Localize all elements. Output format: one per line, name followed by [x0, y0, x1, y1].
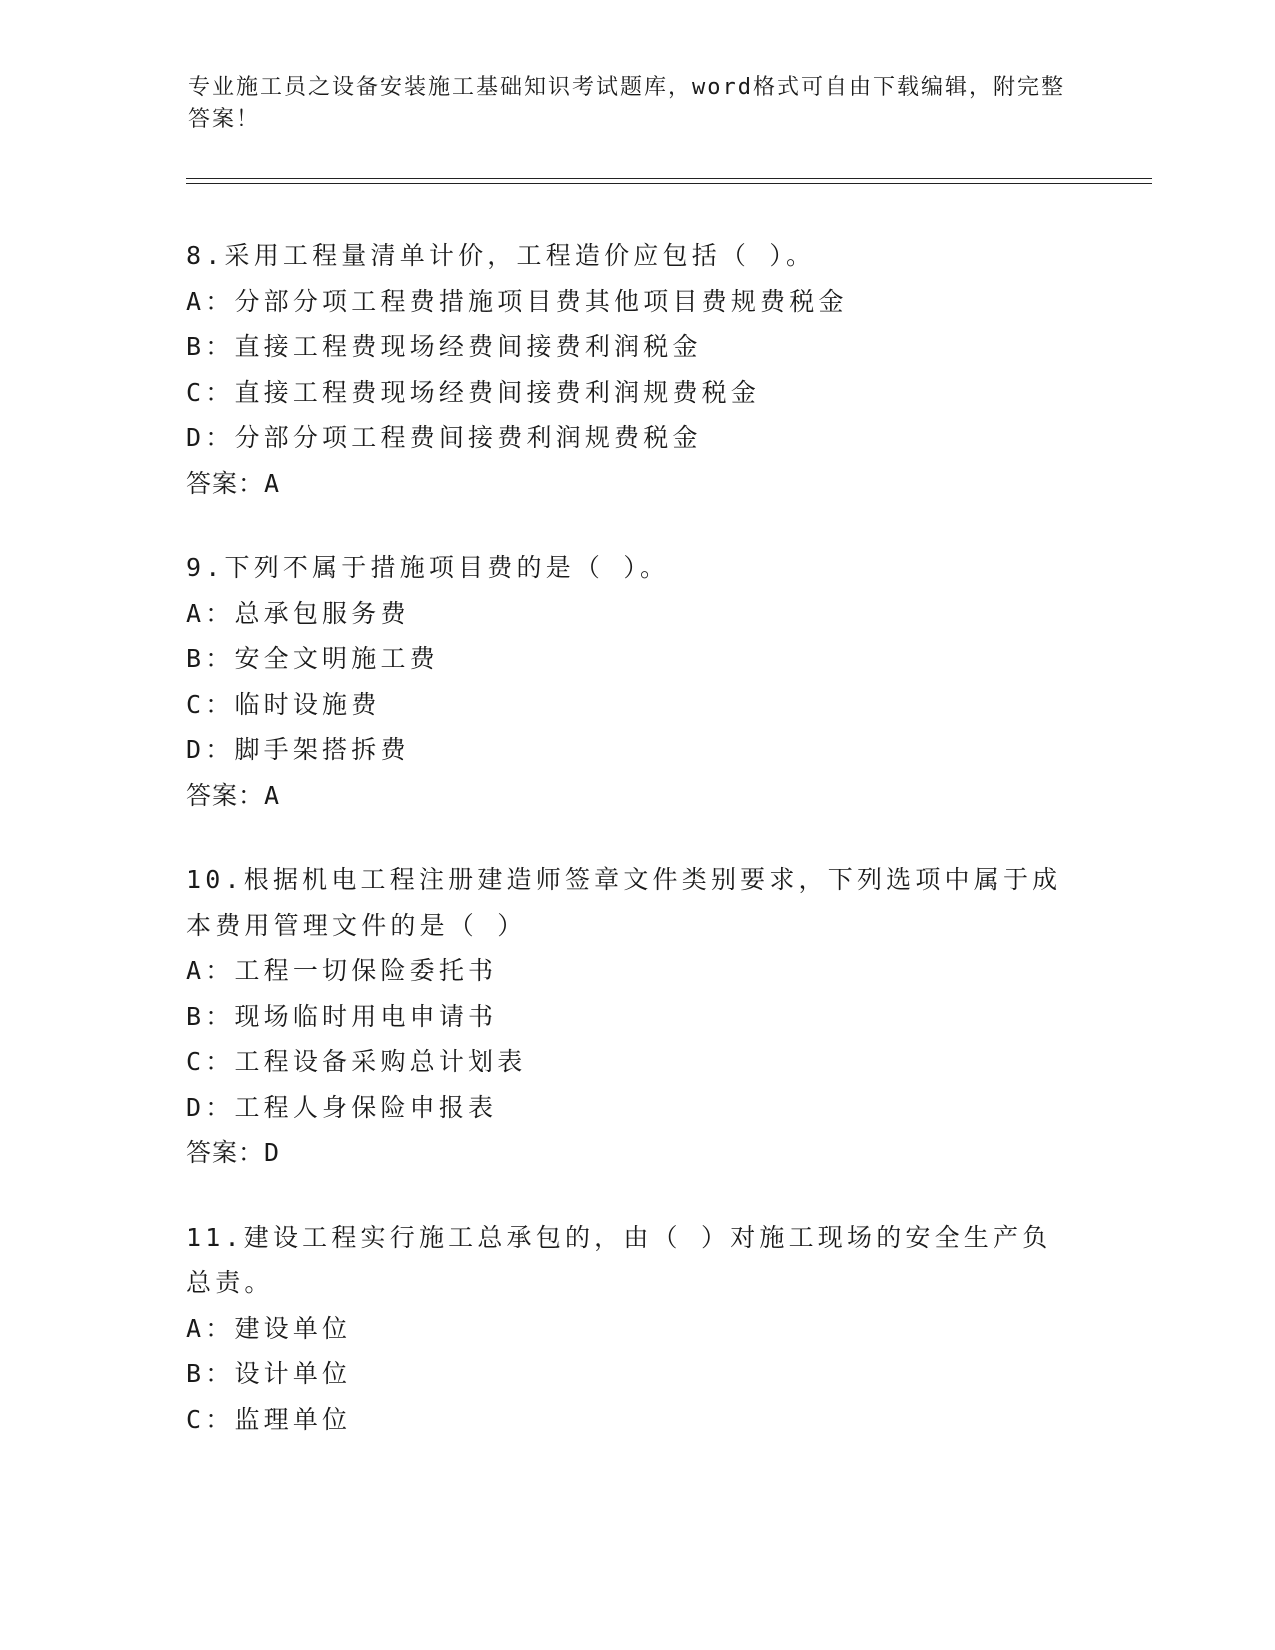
- option-a: A：分部分项工程费措施项目费其他项目费规费税金: [186, 286, 848, 316]
- answer-line: [186, 461, 1086, 507]
- option-c: C：工程设备采购总计划表: [186, 1047, 527, 1076]
- question-item: [186, 233, 1086, 506]
- option-b: B：安全文明施工费: [186, 644, 439, 673]
- option-a: A：工程一切保险委托书: [186, 956, 498, 985]
- option-d: D：工程人身保险申报表: [186, 1092, 498, 1122]
- option-a: A：建设单位: [186, 1313, 352, 1343]
- header-divider-bottom: [186, 183, 1152, 184]
- option-c: C：监理单位: [186, 1404, 352, 1434]
- option-b: B：现场临时用电申请书: [186, 1001, 498, 1031]
- answer-line: [186, 1130, 1086, 1176]
- header-divider-top: [186, 178, 1152, 179]
- question-stem: 9.下列不属于措施项目费的是（ ）。: [186, 553, 670, 582]
- answer-label: 答案：: [186, 1138, 265, 1167]
- option-a: A：总承包服务费: [186, 598, 410, 628]
- question-item: [186, 857, 1086, 1176]
- option-c: C：临时设施费: [186, 689, 381, 719]
- question-item: [186, 545, 1086, 818]
- option-c: C：直接工程费现场经费间接费利润规费税金: [186, 377, 761, 407]
- answer-value: D: [264, 1138, 281, 1167]
- question-list: [186, 233, 1086, 1481]
- question-stem: 8.采用工程量清单计价，工程造价应包括（ ）。: [186, 241, 816, 270]
- option-b: B：设计单位: [186, 1359, 352, 1388]
- answer-label: 答案：: [186, 468, 265, 498]
- answer-value: A: [264, 780, 281, 810]
- question-stem: 10.根据机电工程注册建造师签章文件类别要求，下列选项中属于成本费用管理文件的是（ ）: [186, 865, 1062, 940]
- document-header: 专业施工员之设备安装施工基础知识考试题库，word格式可自由下载编辑，附完整答案！: [188, 75, 1065, 132]
- option-d: D：分部分项工程费间接费利润规费税金: [186, 423, 702, 452]
- option-d: D：脚手架搭拆费: [186, 735, 410, 764]
- answer-line: [186, 773, 1086, 819]
- answer-value: A: [264, 468, 281, 498]
- answer-label: 答案：: [186, 780, 265, 810]
- question-stem: 11.建设工程实行施工总承包的，由（ ）对施工现场的安全生产负总责。: [186, 1222, 1052, 1297]
- option-b: B：直接工程费现场经费间接费利润税金: [186, 332, 702, 361]
- question-item: [186, 1215, 1086, 1443]
